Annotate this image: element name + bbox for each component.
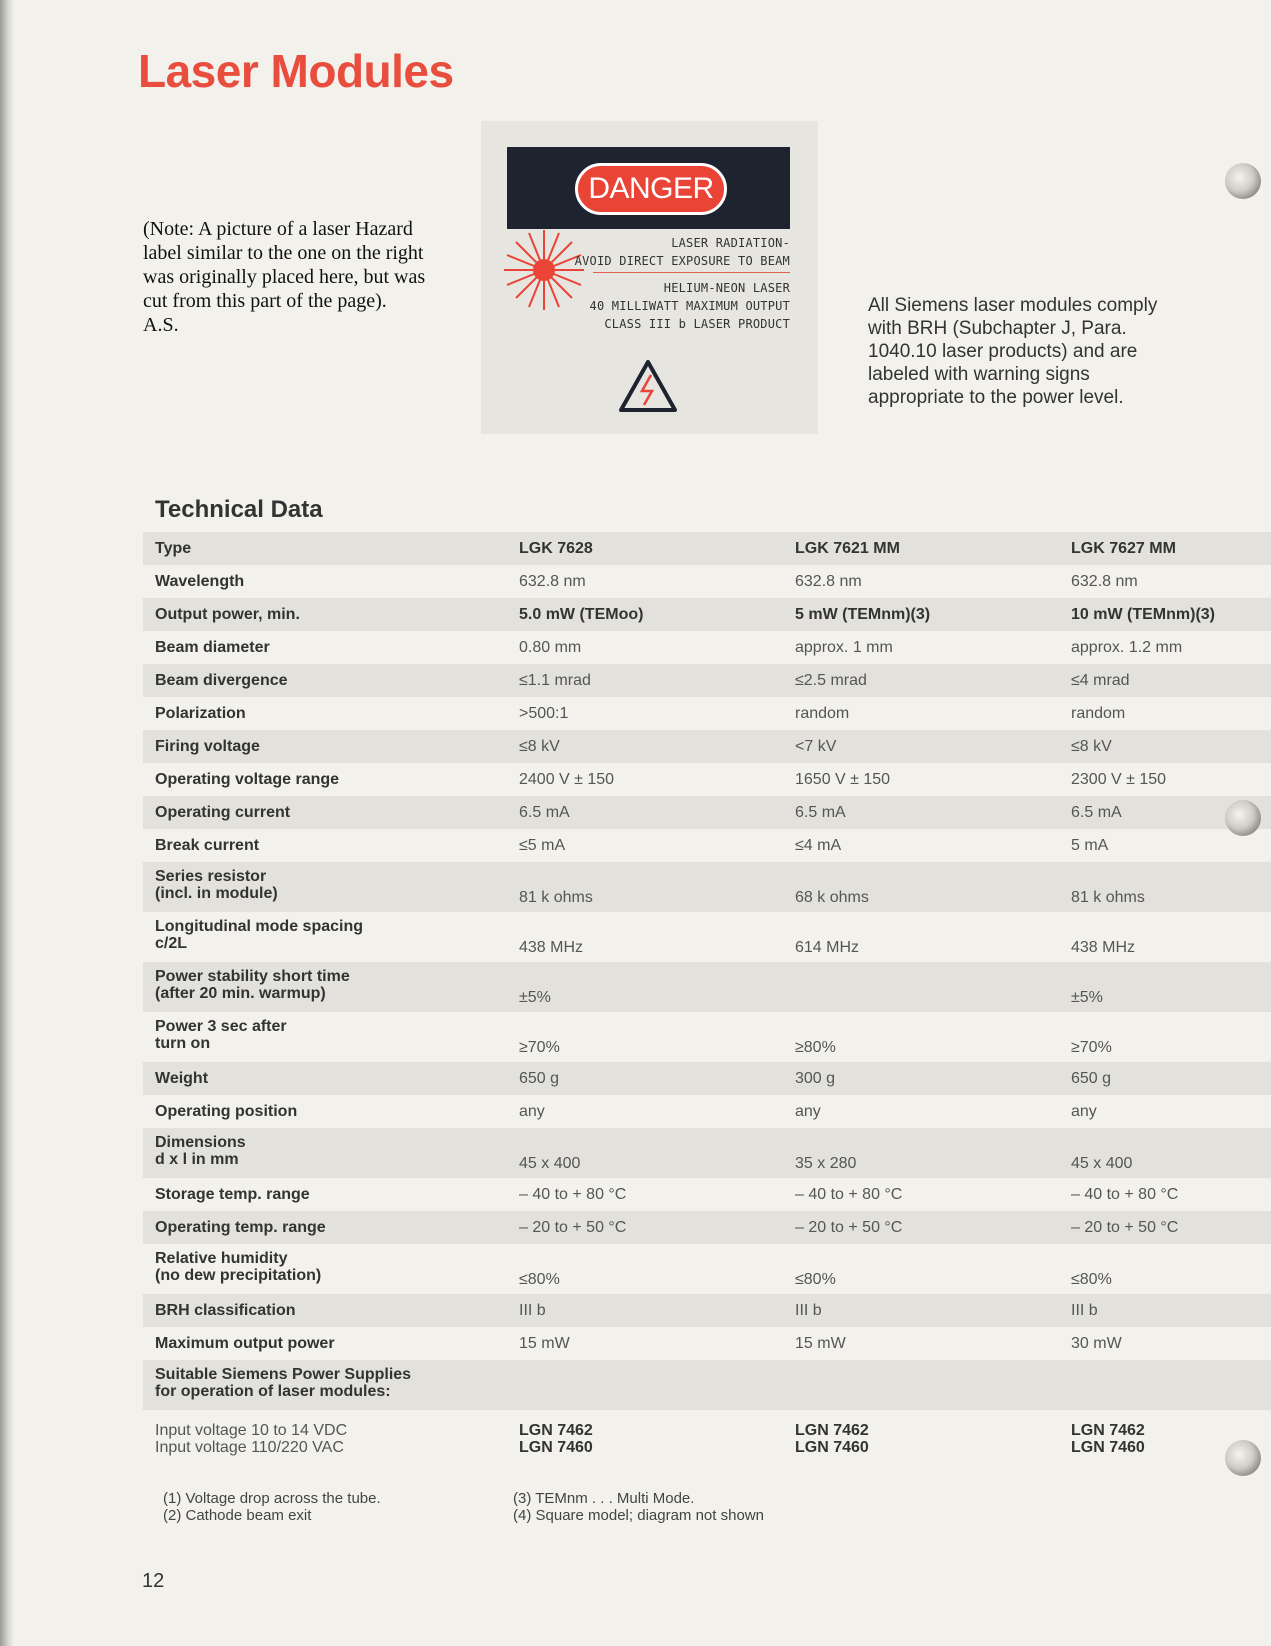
row-label — [143, 664, 507, 697]
value-cell: 632.8 nm — [519, 573, 586, 590]
row-label-line: Polarization — [155, 705, 246, 722]
row-label — [143, 796, 507, 829]
high-voltage-warning-icon — [618, 359, 678, 413]
table-row — [143, 730, 1271, 763]
value-cell: >500:1 — [519, 705, 569, 722]
scan-note-line: (Note: A picture of a laser Hazard — [143, 218, 413, 240]
table-row — [143, 1244, 1271, 1294]
table-row — [143, 1360, 1271, 1410]
table-row — [143, 1128, 1271, 1178]
value-cell: III b — [507, 1294, 783, 1327]
scan-note-line: label similar to the one on the right — [143, 242, 424, 264]
value-cell: ≤4 mA — [795, 837, 842, 854]
punch-hole — [1225, 1440, 1261, 1476]
row-label-line: Operating position — [155, 1103, 298, 1120]
value-cell: ±5% — [1059, 962, 1271, 1012]
row-label — [143, 862, 507, 912]
page-title: Laser Modules — [138, 45, 454, 97]
value-cell: 300 g — [783, 1062, 1059, 1095]
row-label-line: Longitudinal mode spacing — [155, 918, 363, 935]
value-cell: 1650 V ± 150 — [795, 771, 891, 788]
row-label — [143, 1012, 507, 1062]
value-cell: 632.8 nm — [795, 573, 862, 590]
danger-label-line: HELIUM-NEON LASER — [663, 281, 790, 295]
value-cell: 68 k ohms — [783, 862, 1059, 912]
scan-note — [143, 217, 443, 337]
value-cell: 2400 V ± 150 — [519, 771, 615, 788]
value-cell: approx. 1 mm — [795, 639, 893, 656]
punch-hole — [1225, 800, 1261, 836]
row-label-line: (incl. in module) — [155, 885, 278, 902]
value-cell: – 20 to + 50 °C — [783, 1211, 1059, 1244]
row-label-line: Firing voltage — [155, 738, 260, 755]
row-label — [143, 1095, 507, 1128]
row-label-line: d x l in mm — [155, 1151, 239, 1168]
header-cell: LGK 7621 MM — [783, 532, 1059, 565]
table-row — [143, 912, 1271, 962]
value-cell: 650 g — [507, 1062, 783, 1095]
value-cell: 10 mW (TEMnm)(3) — [1059, 598, 1271, 631]
row-label-line: Operating current — [155, 804, 291, 821]
value-cell: 81 k ohms — [507, 862, 783, 912]
table-row — [143, 829, 1271, 862]
value-cell: ±5% — [507, 962, 783, 1012]
value-cell: 15 mW — [795, 1335, 846, 1352]
value-cell: ≤80% — [519, 1271, 560, 1288]
row-label-line: (no dew precipitation) — [155, 1267, 322, 1284]
value-cell: <7 kV — [783, 730, 1059, 763]
row-label-line: Break current — [155, 837, 260, 854]
value-cell: any — [795, 1103, 821, 1120]
table-row — [143, 862, 1271, 912]
value-cell: 15 mW — [519, 1335, 570, 1352]
value-cell: 0.80 mm — [519, 639, 582, 656]
value-cell: ≥80% — [795, 1039, 836, 1056]
row-label — [143, 962, 507, 1012]
page-number: 12 — [142, 1570, 165, 1592]
value-cell: 6.5 mA — [507, 796, 783, 829]
row-label-line: Series resistor — [155, 868, 267, 885]
row-label — [143, 1294, 507, 1327]
compliance-statement — [868, 294, 1198, 409]
value-cell — [1059, 1360, 1271, 1410]
power-supply-models — [507, 1410, 783, 1468]
value-cell: 2300 V ± 150 — [1071, 771, 1167, 788]
scan-note-line: was originally placed here, but was — [143, 266, 426, 288]
footnote: (3) TEMnm . . . Multi Mode. — [513, 1490, 695, 1507]
value-cell: 438 MHz — [1071, 939, 1136, 956]
value-cell: ≤8 kV — [507, 730, 783, 763]
row-label-line: Beam diameter — [155, 639, 270, 656]
compliance-line: labeled with warning signs — [868, 364, 1090, 385]
compliance-line: 1040.10 laser products) and are — [868, 341, 1138, 362]
table-row — [143, 763, 1271, 796]
row-label-line: Beam divergence — [155, 672, 288, 689]
row-label — [143, 1244, 507, 1294]
table-row — [143, 796, 1271, 829]
danger-label-rule — [593, 272, 790, 273]
value-cell: any — [519, 1103, 545, 1120]
value-cell: random — [795, 705, 850, 722]
header-cell: LGK 7628 — [507, 532, 783, 565]
row-label — [143, 631, 507, 664]
value-cell: – 40 to + 80 °C — [795, 1186, 903, 1203]
row-label-line: (after 20 min. warmup) — [155, 985, 326, 1002]
table-row — [143, 664, 1271, 697]
power-supply-model: LGN 7462 — [519, 1422, 593, 1439]
row-label-line: Power stability short time — [155, 968, 350, 985]
row-label-line: Weight — [155, 1070, 209, 1087]
value-cell: ≥70% — [1071, 1039, 1112, 1056]
danger-label-line: AVOID DIRECT EXPOSURE TO BEAM — [574, 254, 790, 268]
power-supply-model: LGN 7460 — [1071, 1439, 1145, 1456]
compliance-line: with BRH (Subchapter J, Para. — [868, 318, 1127, 339]
technical-data-table — [143, 532, 1271, 1468]
value-cell: ≤5 mA — [519, 837, 566, 854]
compliance-line: appropriate to the power level. — [868, 387, 1124, 408]
value-cell: 81 k ohms — [1059, 862, 1271, 912]
value-cell — [783, 962, 1059, 1012]
table-row — [143, 697, 1271, 730]
value-cell: 632.8 nm — [1071, 573, 1138, 590]
table-row — [143, 962, 1271, 1012]
value-cell: 614 MHz — [795, 939, 860, 956]
scan-note-line: A.S. — [143, 314, 179, 336]
value-cell: 5.0 mW (TEMoo) — [507, 598, 783, 631]
row-label-line: Operating temp. range — [155, 1219, 326, 1236]
row-label-line: Operating voltage range — [155, 771, 340, 788]
footnotes-left — [163, 1490, 381, 1524]
row-label-line: Output power, min. — [155, 606, 300, 623]
value-cell: ≥70% — [519, 1039, 560, 1056]
table-row — [143, 631, 1271, 664]
power-supply-row — [143, 1410, 1271, 1468]
value-cell: approx. 1.2 mm — [1071, 639, 1183, 656]
table-row — [143, 598, 1271, 631]
table-row — [143, 565, 1271, 598]
value-cell: – 40 to + 80 °C — [519, 1186, 627, 1203]
value-cell: ≤2.5 mrad — [783, 664, 1059, 697]
row-label-line: turn on — [155, 1035, 211, 1052]
danger-header — [507, 147, 790, 229]
row-label — [143, 912, 507, 962]
header-cell: LGK 7627 MM — [1059, 532, 1271, 565]
page-binding-edge — [0, 0, 14, 1646]
compliance-line: All Siemens laser modules comply — [868, 295, 1158, 316]
row-label-line: Wavelength — [155, 573, 245, 590]
value-cell: 35 x 280 — [783, 1128, 1059, 1178]
footnote: (2) Cathode beam exit — [163, 1507, 312, 1524]
value-cell: 650 g — [1059, 1062, 1271, 1095]
value-cell: III b — [783, 1294, 1059, 1327]
value-cell: 45 x 400 — [1059, 1128, 1271, 1178]
value-cell: ≤4 mrad — [1059, 664, 1271, 697]
input-voltage-label: Input voltage 10 to 14 VDC — [155, 1422, 348, 1439]
value-cell: 5 mW (TEMnm)(3) — [783, 598, 1059, 631]
row-label — [143, 565, 507, 598]
value-cell: 30 mW — [1071, 1335, 1122, 1352]
laser-danger-label — [481, 121, 818, 434]
table-header-row — [143, 532, 1271, 565]
row-label — [143, 1062, 507, 1095]
value-cell: 438 MHz — [519, 939, 584, 956]
row-label — [143, 1360, 507, 1410]
power-supply-labels — [143, 1410, 507, 1468]
scan-note-line: cut from this part of the page). — [143, 290, 387, 312]
footnotes-right — [513, 1490, 764, 1524]
table-row — [143, 1012, 1271, 1062]
row-label-line: BRH classification — [155, 1302, 296, 1319]
input-voltage-label: Input voltage 110/220 VAC — [155, 1439, 344, 1456]
table-row — [143, 1095, 1271, 1128]
danger-label-line: LASER RADIATION- — [671, 236, 790, 250]
power-supply-model: LGN 7460 — [795, 1439, 869, 1456]
value-cell: – 20 to + 50 °C — [1059, 1211, 1271, 1244]
row-label — [143, 1128, 507, 1178]
row-label-line: Power 3 sec after — [155, 1018, 287, 1035]
table-row — [143, 1211, 1271, 1244]
row-label-line: Dimensions — [155, 1134, 246, 1151]
row-label-line: c/2L — [155, 935, 188, 952]
value-cell: III b — [1059, 1294, 1271, 1327]
row-label — [143, 829, 507, 862]
row-label-line: Suitable Siemens Power Supplies — [155, 1366, 412, 1383]
technical-data-heading: Technical Data — [155, 496, 323, 523]
row-label-line: Maximum output power — [155, 1335, 335, 1352]
row-label — [143, 1178, 507, 1211]
row-label-line: Relative humidity — [155, 1250, 288, 1267]
footnote: (1) Voltage drop across the tube. — [163, 1490, 381, 1507]
danger-label-line: CLASS III b LASER PRODUCT — [604, 317, 790, 331]
power-supply-model: LGN 7460 — [519, 1439, 593, 1456]
value-cell: 5 mA — [1071, 837, 1109, 854]
value-cell: – 20 to + 50 °C — [507, 1211, 783, 1244]
value-cell: any — [1071, 1103, 1097, 1120]
row-label-line: Storage temp. range — [155, 1186, 310, 1203]
value-cell: random — [1071, 705, 1126, 722]
value-cell: 6.5 mA — [783, 796, 1059, 829]
value-cell: ≤80% — [1071, 1271, 1112, 1288]
row-label — [143, 598, 507, 631]
row-label-line: for operation of laser modules: — [155, 1383, 391, 1400]
value-cell: ≤8 kV — [1059, 730, 1271, 763]
power-supply-model: LGN 7462 — [795, 1422, 869, 1439]
table-row — [143, 1062, 1271, 1095]
punch-hole — [1225, 163, 1261, 199]
danger-badge: DANGER — [575, 163, 727, 215]
danger-label-line: 40 MILLIWATT MAXIMUM OUTPUT — [589, 299, 790, 313]
footnote: (4) Square model; diagram not shown — [513, 1507, 764, 1524]
row-label — [143, 697, 507, 730]
table-row — [143, 1327, 1271, 1360]
table-row — [143, 1294, 1271, 1327]
value-cell — [507, 1360, 783, 1410]
row-label — [143, 730, 507, 763]
row-label — [143, 763, 507, 796]
header-cell: Type — [143, 532, 507, 565]
table-row — [143, 1178, 1271, 1211]
power-supply-model: LGN 7462 — [1071, 1422, 1145, 1439]
value-cell: ≤80% — [795, 1271, 836, 1288]
value-cell — [783, 1360, 1059, 1410]
row-label — [143, 1327, 507, 1360]
power-supply-models — [783, 1410, 1059, 1468]
row-label — [143, 1211, 507, 1244]
value-cell: ≤1.1 mrad — [507, 664, 783, 697]
value-cell: – 40 to + 80 °C — [1071, 1186, 1179, 1203]
value-cell: 6.5 mA — [1059, 796, 1271, 829]
value-cell: 45 x 400 — [507, 1128, 783, 1178]
